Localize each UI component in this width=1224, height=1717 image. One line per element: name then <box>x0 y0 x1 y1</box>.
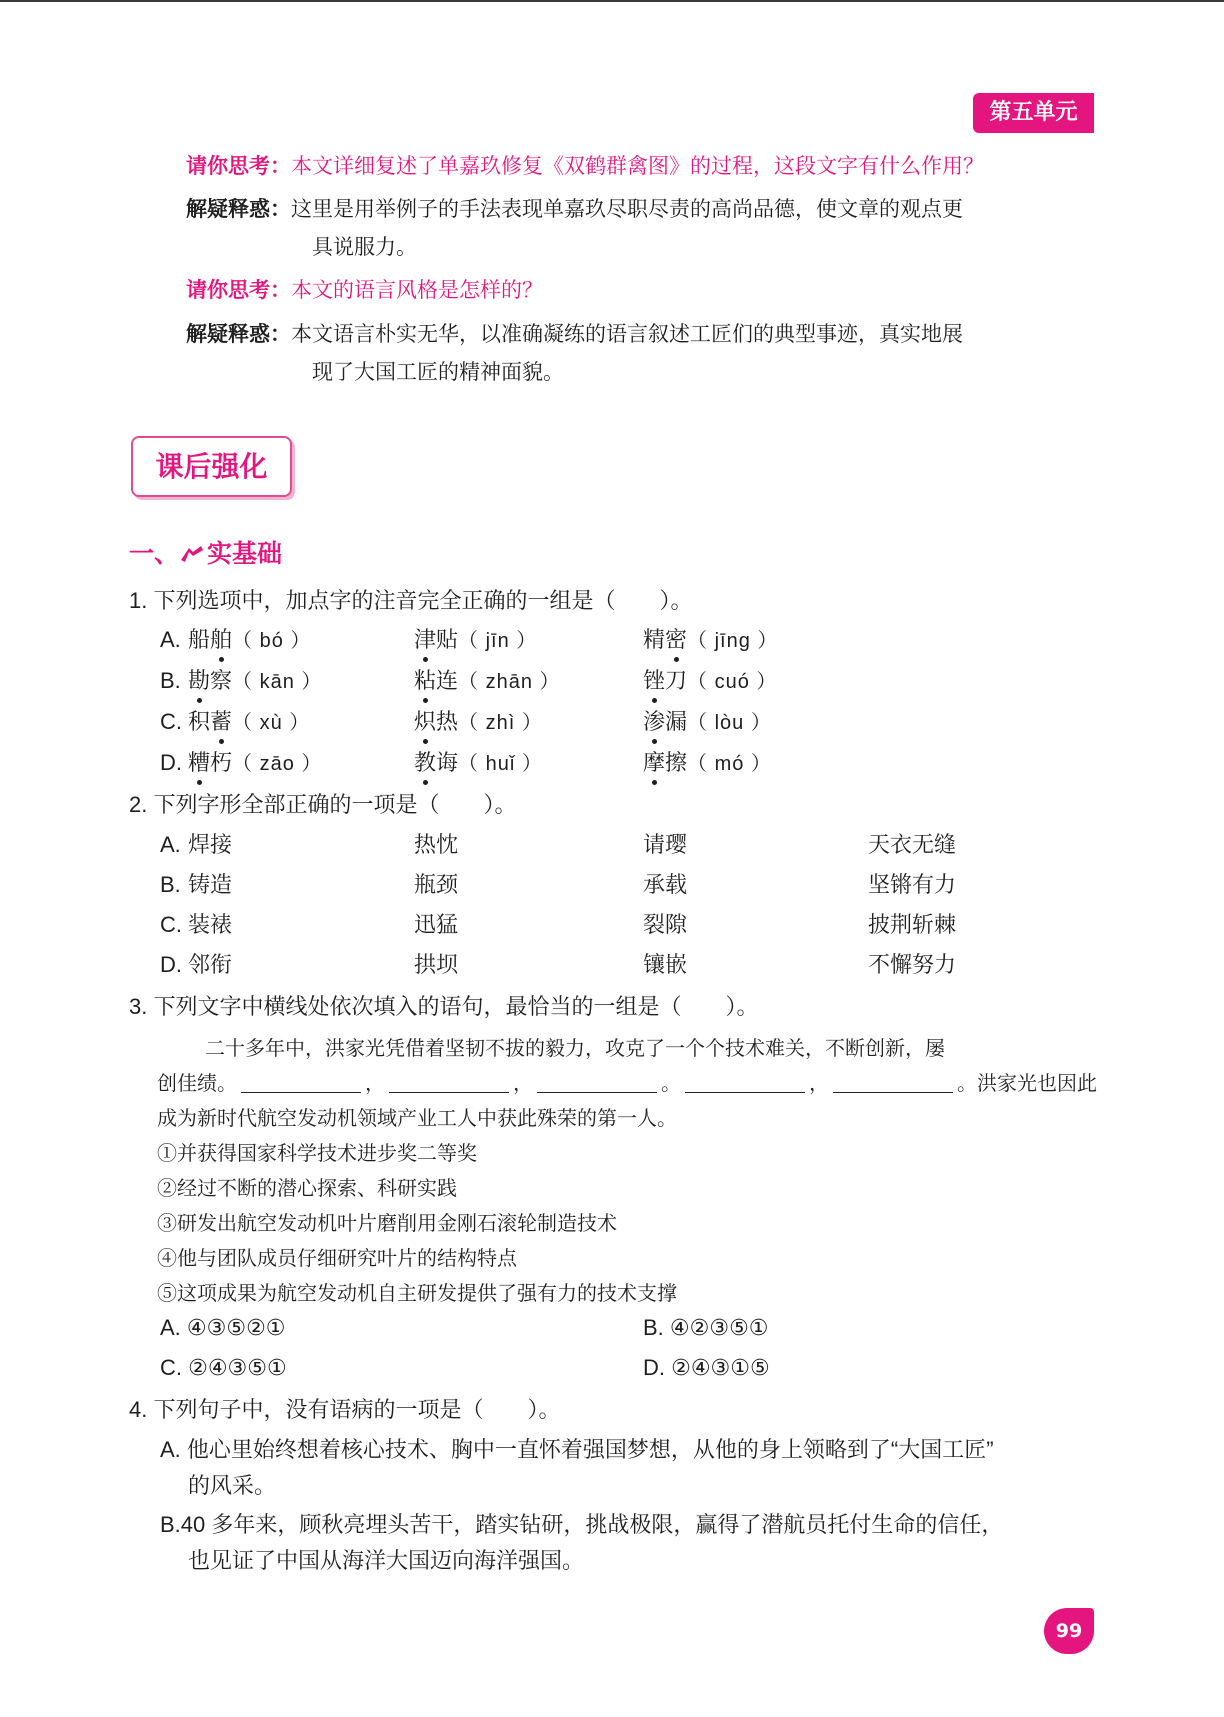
q1-item <box>414 624 537 657</box>
part-title <box>129 536 282 572</box>
think-text: 本文的语言风格是怎样的？ <box>291 278 543 302</box>
q2-word: 镶嵌 <box>643 952 688 977</box>
q1-item <box>643 624 778 657</box>
char: 察 <box>210 668 233 693</box>
answer-label: 解疑释惑： <box>186 197 291 221</box>
section-heading-box <box>131 436 292 497</box>
answer-blank[interactable] <box>833 1072 953 1093</box>
char: 擦 <box>665 750 688 775</box>
pinyin: （ lòu ） <box>687 712 772 734</box>
answer-blank[interactable] <box>241 1072 361 1093</box>
q4-option-a-line-1: A. 他心里始终想着核心技术、胸中一直怀着强国梦想，从他的身上领略到了“大国工匠” <box>160 1437 994 1462</box>
q1-item <box>188 706 310 739</box>
char: 船 <box>188 627 211 652</box>
part-title-text: 实基础 <box>207 539 283 568</box>
q2-word: 铸造 <box>188 872 233 897</box>
q2-option-label: D. <box>160 952 182 977</box>
answer-blank[interactable] <box>685 1072 805 1093</box>
q2-word: 拱坝 <box>414 952 459 977</box>
q2-word: 承载 <box>643 872 688 897</box>
q3-option-a: A. ④③⑤②① <box>160 1315 286 1340</box>
pinyin: （ bó ） <box>232 630 312 652</box>
q1-item <box>414 747 543 780</box>
q3-sentence-5: ⑤这项成果为航空发动机自主研发提供了强有力的技术支撑 <box>157 1281 677 1305</box>
answer-2-line-1 <box>186 317 963 351</box>
q1-item <box>414 706 543 739</box>
dotted-char: 津 <box>414 624 436 656</box>
q2-word: 瓶颈 <box>414 872 459 897</box>
q2-word: 天衣无缝 <box>868 832 957 857</box>
q3-sentence-3: ③研发出航空发动机叶片磨削用金刚石滚轮制造技术 <box>157 1211 617 1235</box>
answer-blank[interactable] <box>389 1072 509 1093</box>
dotted-char: 蓄 <box>210 706 232 738</box>
pinyin: （ kān ） <box>232 671 323 693</box>
question-4-stem: 4. 下列句子中，没有语病的一项是（ ）。 <box>129 1397 561 1422</box>
q1-option-label: B. <box>160 668 181 693</box>
think-label: 请你思考： <box>186 278 291 302</box>
page-number-badge: 99 <box>1044 1608 1094 1654</box>
q2-word: 邻衔 <box>188 952 233 977</box>
q2-word: 迅猛 <box>414 912 459 937</box>
answer-2-line-2: 现了大国工匠的精神面貌。 <box>312 360 564 384</box>
pinyin: （ mó ） <box>687 753 772 775</box>
char: 积 <box>188 709 211 734</box>
q1-item <box>414 665 561 698</box>
q2-word: 装裱 <box>188 912 233 937</box>
q3-sentence-2: ②经过不断的潜心探索、科研实践 <box>157 1176 457 1200</box>
pinyin: （ zāo ） <box>232 753 323 775</box>
dotted-char: 教 <box>414 747 436 779</box>
q2-word: 热忱 <box>414 832 459 857</box>
q3-passage-line-3: 成为新时代航空发动机领域产业工人中获此殊荣的第一人。 <box>157 1106 677 1130</box>
unit-tab: 第五单元 <box>973 93 1094 133</box>
pinyin: （ cuó ） <box>687 671 778 693</box>
pinyin: （ xù ） <box>232 712 311 734</box>
passage-text: 创佳绩。 <box>157 1071 237 1095</box>
q1-option-label: D. <box>160 750 182 775</box>
q4-option-a-line-2: 的风采。 <box>188 1473 277 1498</box>
q1-item <box>188 624 311 657</box>
q2-option-label: C. <box>160 912 182 937</box>
pinyin: （ huǐ ） <box>458 753 543 775</box>
dotted-char: 糟 <box>188 747 210 779</box>
q3-option-c: C. ②④③⑤① <box>160 1355 287 1380</box>
pinyin: （ zhì ） <box>458 712 543 734</box>
dotted-char: 密 <box>665 624 687 656</box>
q2-word: 请璎 <box>643 832 688 857</box>
answer-text: 本文语言朴实无华，以准确凝练的语言叙述工匠们的典型事迹，真实地展 <box>291 322 963 346</box>
q2-word: 裂隙 <box>643 912 688 937</box>
q2-word: 披荆斩棘 <box>868 912 957 937</box>
hammer-icon <box>179 542 205 566</box>
answer-blank[interactable] <box>537 1072 657 1093</box>
q3-option-b: B. ④②③⑤① <box>643 1315 769 1340</box>
char: 刀 <box>665 668 688 693</box>
char: 漏 <box>665 709 688 734</box>
q2-word: 焊接 <box>188 832 233 857</box>
passage-text: 。洪家光也因此 <box>957 1071 1097 1095</box>
answer-1-line-1 <box>186 192 963 226</box>
q2-option-label: A. <box>160 832 181 857</box>
q1-item <box>188 665 322 698</box>
question-3-stem: 3. 下列文字中横线处依次填入的语句，最恰当的一组是（ ）。 <box>129 994 759 1019</box>
char: 贴 <box>436 627 459 652</box>
answer-label: 解疑释惑： <box>186 322 291 346</box>
q3-option-d: D. ②④③①⑤ <box>643 1355 770 1380</box>
dotted-char: 炽 <box>414 706 436 738</box>
q1-item <box>643 747 772 780</box>
answer-text: 这里是用举例子的手法表现单嘉玖尽职尽责的高尚品德，使文章的观点更 <box>291 197 963 221</box>
part-prefix: 一、 <box>129 539 180 568</box>
dotted-char: 摩 <box>643 747 665 779</box>
char: 朽 <box>210 750 233 775</box>
pinyin: （ jīn ） <box>458 630 538 652</box>
q1-item <box>188 747 322 780</box>
pinyin: （ jīng ） <box>687 630 779 652</box>
dotted-char: 舶 <box>210 624 232 656</box>
answer-1-line-2: 具说服力。 <box>312 235 417 259</box>
char: 连 <box>436 668 459 693</box>
question-1-stem: 1. 下列选项中，加点字的注音完全正确的一组是（ ）。 <box>129 588 693 613</box>
q3-sentence-1: ①并获得国家科学技术进步奖二等奖 <box>157 1141 477 1165</box>
q1-item <box>643 706 772 739</box>
pinyin: （ zhān ） <box>458 671 561 693</box>
char: 诲 <box>436 750 459 775</box>
dotted-char: 渗 <box>643 706 665 738</box>
dotted-char: 勘 <box>188 665 210 697</box>
q3-sentence-4: ④他与团队成员仔细研究叶片的结构特点 <box>157 1246 517 1270</box>
q3-passage-line-1: 二十多年中，洪家光凭借着坚韧不拔的毅力，攻克了一个个技术难关，不断创新，屡 <box>205 1036 945 1060</box>
think-label: 请你思考： <box>186 154 291 178</box>
q3-passage-line-2: 创佳绩。 ， ， 。 ， 。洪家光也因此 <box>157 1071 1097 1095</box>
q4-option-b-line-1: B.40 多年来，顾秋亮埋头苦干，踏实钻研，挑战极限，赢得了潜航员托付生命的信任， <box>160 1512 1004 1537</box>
question-2-stem: 2. 下列字形全部正确的一项是（ ）。 <box>129 792 517 817</box>
think-question-2 <box>186 273 543 307</box>
q1-item <box>643 665 777 698</box>
q4-option-b-line-2: 也见证了中国从海洋大国迈向海洋强国。 <box>188 1548 585 1573</box>
q1-option-label: A. <box>160 627 181 652</box>
q2-word: 坚锵有力 <box>868 872 957 897</box>
dotted-char: 粘 <box>414 665 436 697</box>
top-border-rule <box>0 0 1224 2</box>
char: 精 <box>643 627 666 652</box>
dotted-char: 锉 <box>643 665 665 697</box>
char: 热 <box>436 709 459 734</box>
section-title: 课后强化 <box>155 450 268 483</box>
think-question-1 <box>186 149 984 183</box>
think-text: 本文详细复述了单嘉玖修复《双鹤群禽图》的过程，这段文字有什么作用？ <box>291 154 984 178</box>
q2-word: 不懈努力 <box>868 952 957 977</box>
q1-option-label: C. <box>160 709 182 734</box>
q2-option-label: B. <box>160 872 181 897</box>
